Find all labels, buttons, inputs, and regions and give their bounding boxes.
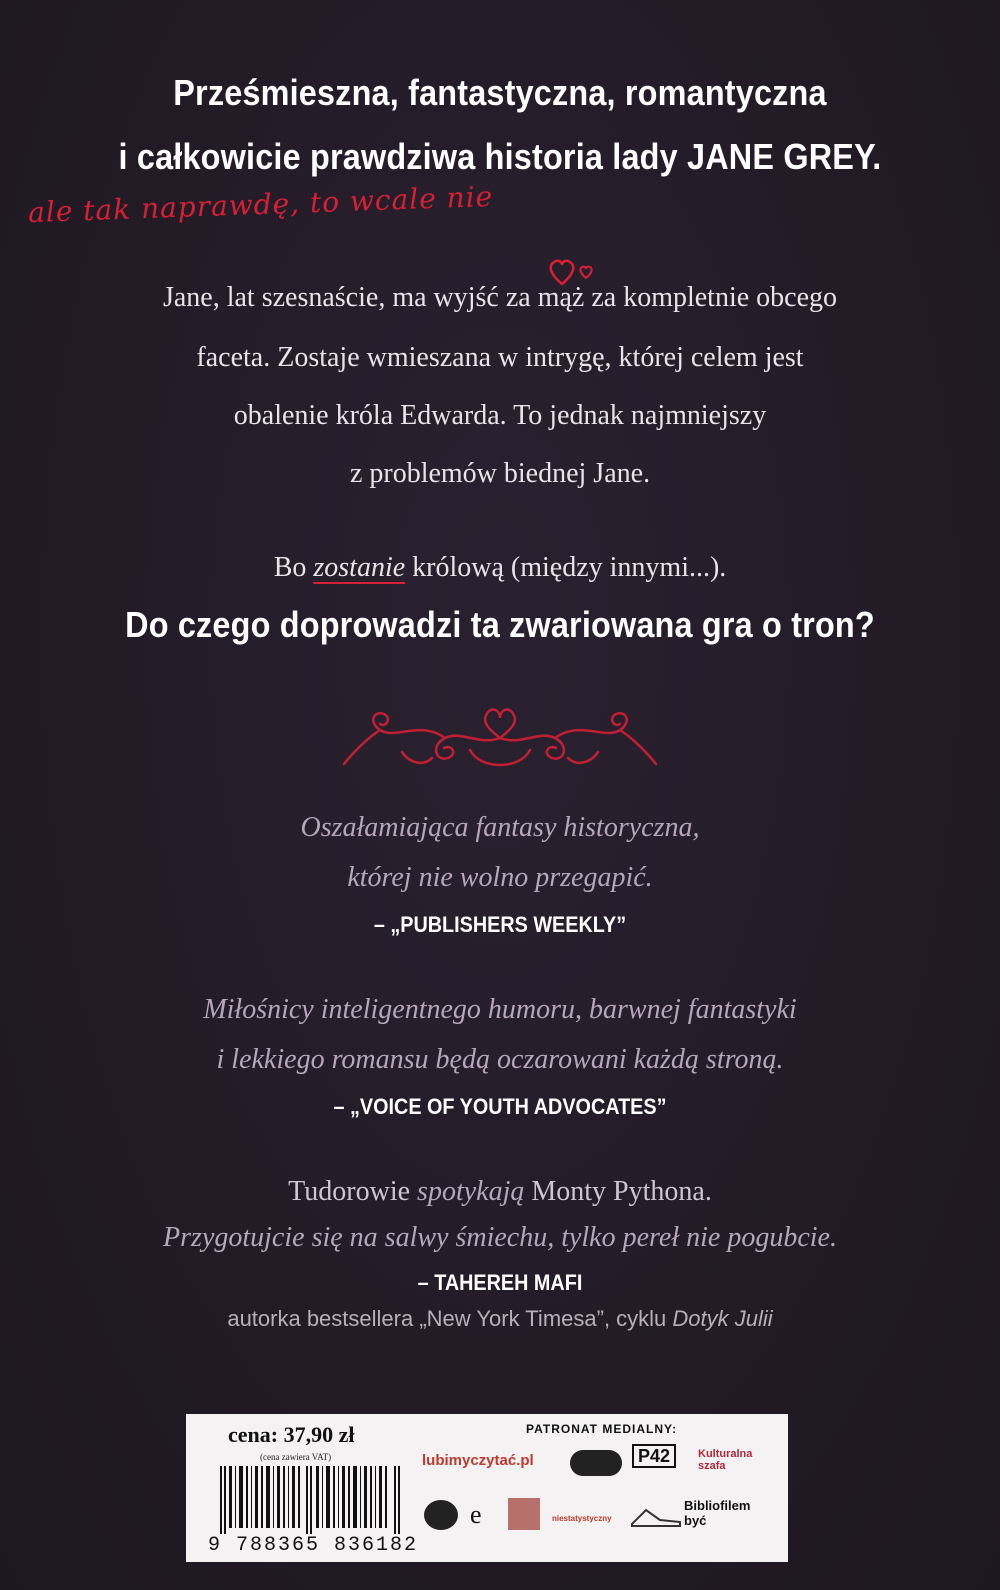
price-label: cena: 37,90 zł xyxy=(228,1422,355,1447)
p42-logo xyxy=(632,1446,676,1467)
blurb-line-5-start: Bo xyxy=(273,552,314,583)
quote-2-line-2: i lekkiego romansu będą oczarowani każdą stroną. xyxy=(216,1044,784,1075)
quote-1-line-1: Oszałamiająca fantasy historyczna, xyxy=(300,812,700,843)
blurb-line-5-end: królową (między innymi...). xyxy=(405,552,727,583)
author-note xyxy=(0,1306,1000,1332)
blurb-emphasis: zostanie xyxy=(313,552,406,583)
quote-1-line-2: której nie wolno przegapić. xyxy=(347,862,653,893)
photo-logo xyxy=(508,1498,540,1530)
quote-3-line-1 xyxy=(0,1176,1000,1208)
author-note-series: Dotyk Julii xyxy=(672,1306,773,1331)
lubimyczytac-logo: lubimyczytać.pl xyxy=(422,1452,534,1469)
brand-logo-oval xyxy=(570,1450,622,1476)
shoe-logo-icon xyxy=(626,1500,686,1530)
round-brand-logo xyxy=(424,1500,458,1530)
blurb-question: Do czego doprowadzi ta zwariowana gra o tron? xyxy=(125,604,875,645)
p42-logo-text: P42 xyxy=(632,1444,676,1468)
author-note-text: autorka bestsellera „New York Timesa”, cyklu xyxy=(227,1306,673,1331)
price-barcode-box xyxy=(186,1414,788,1562)
barcode-icon xyxy=(216,1466,406,1534)
blurb-line-3: obalenie króla Edwarda. To jednak najmniejszy xyxy=(233,400,767,431)
quote-3-source: – TAHEREH MAFI xyxy=(417,1270,583,1295)
quote-2-source: – „VOICE OF YOUTH ADVOCATES” xyxy=(333,1094,667,1119)
blurb-line-5 xyxy=(0,552,1000,584)
quote-3-part-a: Tudorowie xyxy=(288,1176,418,1207)
headline-line-2: i całkowicie prawdziwa historia lady JANE GREY. xyxy=(118,136,882,177)
media-patron-label: PATRONAT MEDIALNY: xyxy=(526,1422,678,1436)
handwritten-note: ale tak naprawdę, to wcale nie xyxy=(27,179,494,230)
isbn-number: 9 788365 836182 xyxy=(208,1534,419,1557)
quote-2-line-1: Miłośnicy inteligentnego humoru, barwnej fantastyki xyxy=(203,994,797,1025)
ornament-flourish-icon xyxy=(340,700,660,780)
bibliofilem-logo: Bibliofilem być xyxy=(684,1498,751,1528)
quote-3-part-b: Monty Pythona. xyxy=(524,1176,712,1207)
blurb-line-4: z problemów biednej Jane. xyxy=(349,458,651,489)
blurb-line-1: Jane, lat szesnaście, ma wyjść za mąż za kompletnie obcego xyxy=(162,282,838,313)
vat-note: (cena zawiera VAT) xyxy=(260,1452,332,1462)
quote-3-italic: spotykają xyxy=(417,1176,525,1207)
e-letter-logo: e xyxy=(470,1500,482,1529)
quote-1-source: – „PUBLISHERS WEEKLY” xyxy=(373,912,627,937)
niestatystyczny-logo: niestatystyczny xyxy=(552,1514,612,1523)
headline-line-1: Prześmieszna, fantastyczna, romantyczna xyxy=(173,72,827,113)
blurb-line-2: faceta. Zostaje wmieszana w intrygę, której celem jest xyxy=(196,342,804,373)
kulturalna-szafa-logo: Kulturalna szafa xyxy=(698,1448,753,1472)
shoe-icon xyxy=(626,1500,686,1530)
quote-3-line-2: Przygotujcie się na salwy śmiechu, tylko pereł nie pogubcie. xyxy=(163,1222,837,1253)
